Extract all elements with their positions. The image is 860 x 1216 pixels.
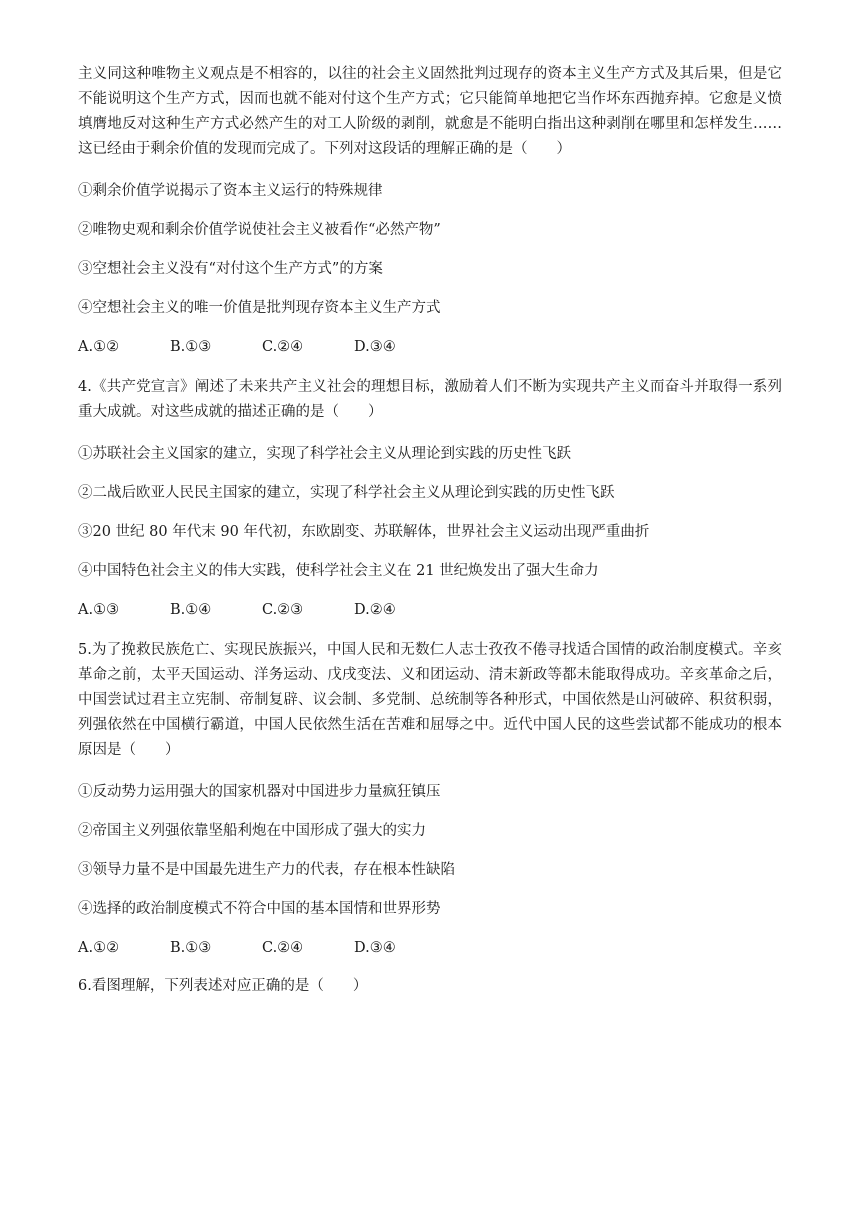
choice-d: D.③④ <box>354 940 396 956</box>
document-page <box>78 62 782 996</box>
choice-b: B.①③ <box>170 339 212 355</box>
question-5-stem: 5.为了挽救民族危亡、实现民族振兴，中国人民和无数仁人志士孜孜不倦寻找适合国情的政治制度模式。辛亥革命之前，太平天国运动、洋务运动、戊戌变法、义和团运动、清末新政等都未能取得成功。辛亥革命之后，中国尝试过君主立宪制、帝制复辟、议会制、多党制、总统制等各种形式，中国依然是山河破碎、积贫积弱，列强依然在中国横行霸道，中国人民依然生活在苦难和屈辱之中。近代中国人民的这些尝试都不能成功的根本原因是（ ） <box>78 642 782 758</box>
question-3-stem: 主义同这种唯物主义观点是不相容的，以往的社会主义固然批判过现存的资本主义生产方式及其后果，但是它不能说明这个生产方式，因而也就不能对付这个生产方式；它只能简单地把它当作坏东西抛弃掉。它愈是义愤填膺地反对这种生产方式必然产生的对工人阶级的剥削，就愈是不能明白指出这种剥削在哪里和怎样发生……这已经由于剩余价值的发现而完成了。下列对这段话的理解正确的是（ ） <box>78 66 782 157</box>
question-3-choices <box>78 337 782 357</box>
question-3-option-1: ①剩余价值学说揭示了资本主义运行的特殊规律 <box>78 183 383 199</box>
question-5-option-4: ④选择的政治制度模式不符合中国的基本国情和世界形势 <box>78 901 441 917</box>
question-4-option-4: ④中国特色社会主义的伟大实践，使科学社会主义在 21 世纪焕发出了强大生命力 <box>78 563 599 579</box>
question-3-option-4: ④空想社会主义的唯一价值是批判现存资本主义生产方式 <box>78 300 441 316</box>
question-4-option-1: ①苏联社会主义国家的建立，实现了科学社会主义从理论到实践的历史性飞跃 <box>78 446 571 462</box>
choice-d: D.②④ <box>354 602 396 618</box>
question-5-option-3: ③领导力量不是中国最先进生产力的代表，存在根本性缺陷 <box>78 862 455 878</box>
choice-c: C.②④ <box>262 940 304 956</box>
choice-a: A.①② <box>78 339 120 355</box>
choice-b: B.①④ <box>170 602 212 618</box>
question-3-option-3: ③空想社会主义没有“对付这个生产方式”的方案 <box>78 261 383 277</box>
choice-a: A.①② <box>78 940 120 956</box>
choice-c: C.②④ <box>262 339 304 355</box>
choice-c: C.②③ <box>262 602 304 618</box>
question-4-option-2: ②二战后欧亚人民民主国家的建立，实现了科学社会主义从理论到实践的历史性飞跃 <box>78 485 615 501</box>
question-3-option-2: ②唯物史观和剩余价值学说使社会主义被看作“必然产物” <box>78 222 441 238</box>
question-4-option-3: ③20 世纪 80 年代末 90 年代初，东欧剧变、苏联解体，世界社会主义运动出现严重曲折 <box>78 524 650 540</box>
question-5-option-1: ①反动势力运用强大的国家机器对中国进步力量疯狂镇压 <box>78 784 441 800</box>
choice-a: A.①③ <box>78 602 120 618</box>
question-5-option-2: ②帝国主义列强依靠坚船利炮在中国形成了强大的实力 <box>78 823 426 839</box>
question-6-stem: 6.看图理解，下列表述对应正确的是（ ） <box>78 978 368 994</box>
choice-b: B.①③ <box>170 940 212 956</box>
question-4-choices <box>78 600 782 620</box>
question-5-choices <box>78 938 782 958</box>
choice-d: D.③④ <box>354 339 396 355</box>
question-4-stem: 4.《共产党宣言》阐述了未来共产主义社会的理想目标，激励着人们不断为实现共产主义而奋斗并取得一系列重大成就。对这些成就的描述正确的是（ ） <box>78 379 782 420</box>
